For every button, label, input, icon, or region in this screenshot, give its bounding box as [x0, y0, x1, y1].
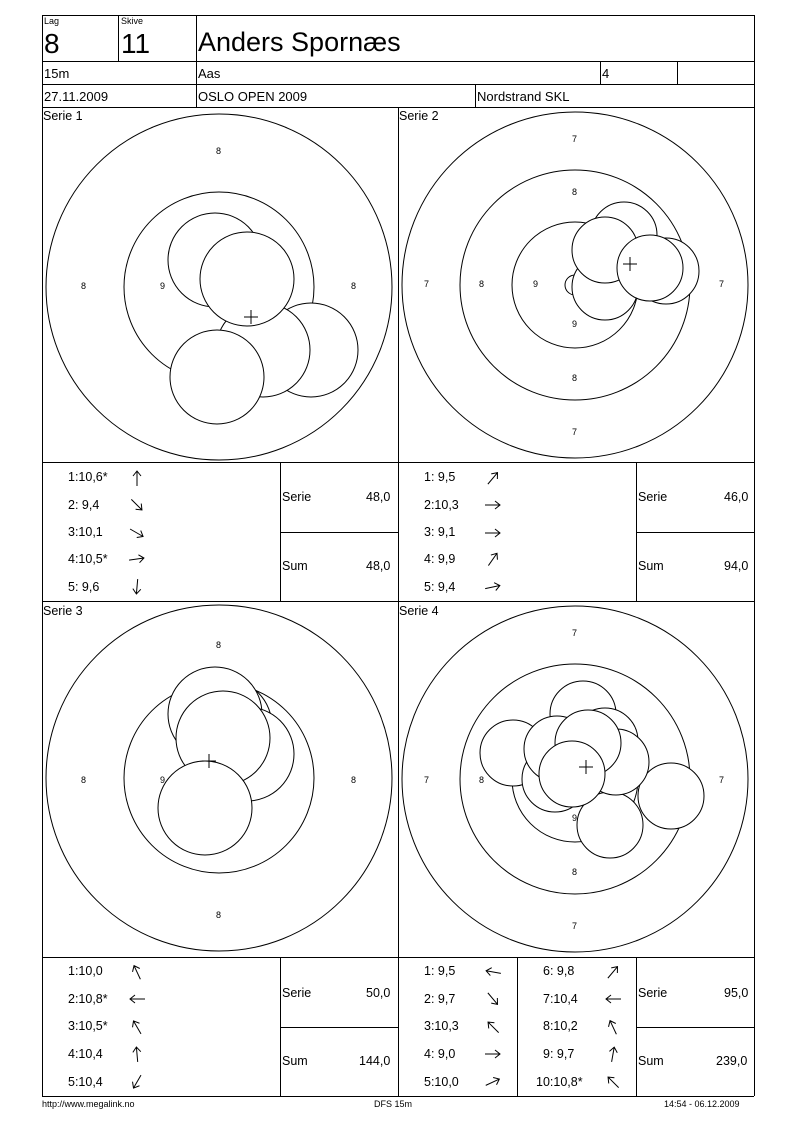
shot-label: 1:10,6*	[68, 470, 108, 484]
svg-text:8: 8	[351, 775, 357, 785]
shot-label: 5:10,0	[424, 1075, 459, 1089]
target-serie-3	[42, 601, 398, 957]
svg-text:8: 8	[479, 775, 485, 785]
direction-down-right-icon	[128, 524, 146, 542]
svg-text:7: 7	[719, 775, 725, 785]
club-short: Aas	[198, 66, 221, 81]
target-serie-4	[398, 601, 754, 957]
direction-down-right-icon	[484, 990, 502, 1008]
svg-text:8: 8	[81, 775, 87, 785]
serie-1-title: Serie 1	[43, 109, 83, 123]
shot-label: 3: 9,1	[424, 525, 456, 539]
club-name: Nordstrand SKL	[477, 89, 570, 104]
shot-label: 5:10,4	[68, 1075, 103, 1089]
serie-label: Serie	[638, 986, 668, 1000]
serie-label: Serie	[282, 490, 312, 504]
footer-timestamp: 14:54 - 06.12.2009	[664, 1099, 740, 1109]
shot-label: 4: 9,0	[424, 1047, 456, 1061]
shot-label: 6: 9,8	[543, 964, 575, 978]
svg-text:7: 7	[719, 279, 725, 289]
shot-label: 2: 9,7	[424, 992, 456, 1006]
shot-label: 8:10,2	[543, 1019, 578, 1033]
direction-up-left-icon	[128, 1018, 146, 1036]
event-date: 27.11.2009	[44, 89, 109, 104]
shot-label: 2:10,8*	[68, 992, 108, 1006]
direction-up-left-icon	[128, 963, 146, 981]
sum-label: Sum	[638, 1054, 664, 1068]
serie-score: 50,0	[366, 986, 391, 1000]
svg-text:7: 7	[572, 628, 578, 638]
svg-text:9: 9	[160, 281, 166, 291]
svg-text:7: 7	[572, 134, 578, 144]
sum-label: Sum	[282, 1054, 308, 1068]
direction-right-icon	[484, 578, 502, 596]
sum-label: Sum	[282, 559, 308, 573]
shot-label: 4:10,5*	[68, 552, 108, 566]
serie-3-title: Serie 3	[43, 604, 83, 618]
svg-text:9: 9	[533, 279, 539, 289]
direction-up-left-icon	[484, 1018, 502, 1036]
sum-label: Sum	[638, 559, 664, 573]
serie-label: Serie	[638, 490, 668, 504]
svg-text:9: 9	[572, 319, 578, 329]
direction-up-icon	[128, 1045, 146, 1063]
svg-text:8: 8	[351, 281, 357, 291]
class-value: 4	[602, 66, 610, 81]
sum-score: 239,0	[716, 1054, 748, 1068]
shot-label: 1: 9,5	[424, 470, 456, 484]
lag-label: Lag	[44, 16, 60, 26]
svg-text:9: 9	[160, 775, 166, 785]
direction-right-icon	[484, 1045, 502, 1063]
svg-text:8: 8	[572, 187, 578, 197]
svg-text:7: 7	[572, 921, 578, 931]
shot-label: 4: 9,9	[424, 552, 456, 566]
sum-score: 94,0	[724, 559, 749, 573]
svg-text:8: 8	[572, 373, 578, 383]
direction-up-icon	[128, 469, 146, 487]
serie-score: 48,0	[366, 490, 391, 504]
direction-down-left-icon	[128, 1073, 146, 1091]
event-name: OSLO OPEN 2009	[198, 89, 308, 104]
direction-right-icon	[484, 524, 502, 542]
direction-up-left-icon	[604, 1018, 622, 1036]
svg-text:7: 7	[424, 279, 430, 289]
shot-label: 1:10,0	[68, 964, 103, 978]
serie-score: 46,0	[724, 490, 749, 504]
svg-text:8: 8	[216, 910, 222, 920]
shot-label: 2:10,3	[424, 498, 459, 512]
direction-left-icon	[484, 963, 502, 981]
shot-label: 3:10,5*	[68, 1019, 108, 1033]
shot-label: 9: 9,7	[543, 1047, 575, 1061]
svg-text:8: 8	[216, 640, 222, 650]
shot-label: 4:10,4	[68, 1047, 103, 1061]
sum-score: 144,0	[359, 1054, 391, 1068]
shot-label: 2: 9,4	[68, 498, 100, 512]
shot-label: 5: 9,6	[68, 580, 100, 594]
shot-label: 3:10,1	[68, 525, 103, 539]
skive-label: Skive	[121, 16, 144, 26]
direction-down-icon	[128, 578, 146, 596]
direction-up-right-icon	[484, 469, 502, 487]
shot-label: 7:10,4	[543, 992, 578, 1006]
distance: 15m	[44, 66, 70, 81]
svg-text:8: 8	[216, 146, 222, 156]
sum-score: 48,0	[366, 559, 391, 573]
serie-label: Serie	[282, 986, 312, 1000]
direction-right-icon	[484, 496, 502, 514]
shot-label: 5: 9,4	[424, 580, 456, 594]
svg-text:8: 8	[81, 281, 87, 291]
target-serie-1	[42, 107, 398, 462]
footer-center: DFS 15m	[374, 1099, 413, 1109]
serie-score: 95,0	[724, 986, 749, 1000]
direction-down-right-icon	[128, 496, 146, 514]
footer-url[interactable]: http://www.megalink.no	[42, 1099, 135, 1109]
direction-up-left-icon	[604, 1073, 622, 1091]
shot-label: 1: 9,5	[424, 964, 456, 978]
direction-left-icon	[604, 990, 622, 1008]
direction-up-right-icon	[484, 550, 502, 568]
target-serie-2	[398, 107, 754, 462]
shooter-name: Anders Spornæs	[198, 27, 401, 57]
direction-up-right-icon	[484, 1073, 502, 1091]
serie-4-title: Serie 4	[399, 604, 439, 618]
direction-left-icon	[128, 990, 146, 1008]
svg-text:9: 9	[572, 813, 578, 823]
skive-value: 11	[121, 28, 151, 59]
direction-right-icon	[128, 550, 146, 568]
direction-up-icon	[604, 1045, 622, 1063]
shot-label: 10:10,8*	[536, 1075, 583, 1089]
lag-value: 8	[44, 28, 60, 59]
shot-label: 3:10,3	[424, 1019, 459, 1033]
serie-2-title: Serie 2	[399, 109, 439, 123]
svg-text:7: 7	[572, 427, 578, 437]
svg-text:7: 7	[424, 775, 430, 785]
svg-text:8: 8	[572, 867, 578, 877]
svg-text:8: 8	[479, 279, 485, 289]
direction-up-right-icon	[604, 963, 622, 981]
